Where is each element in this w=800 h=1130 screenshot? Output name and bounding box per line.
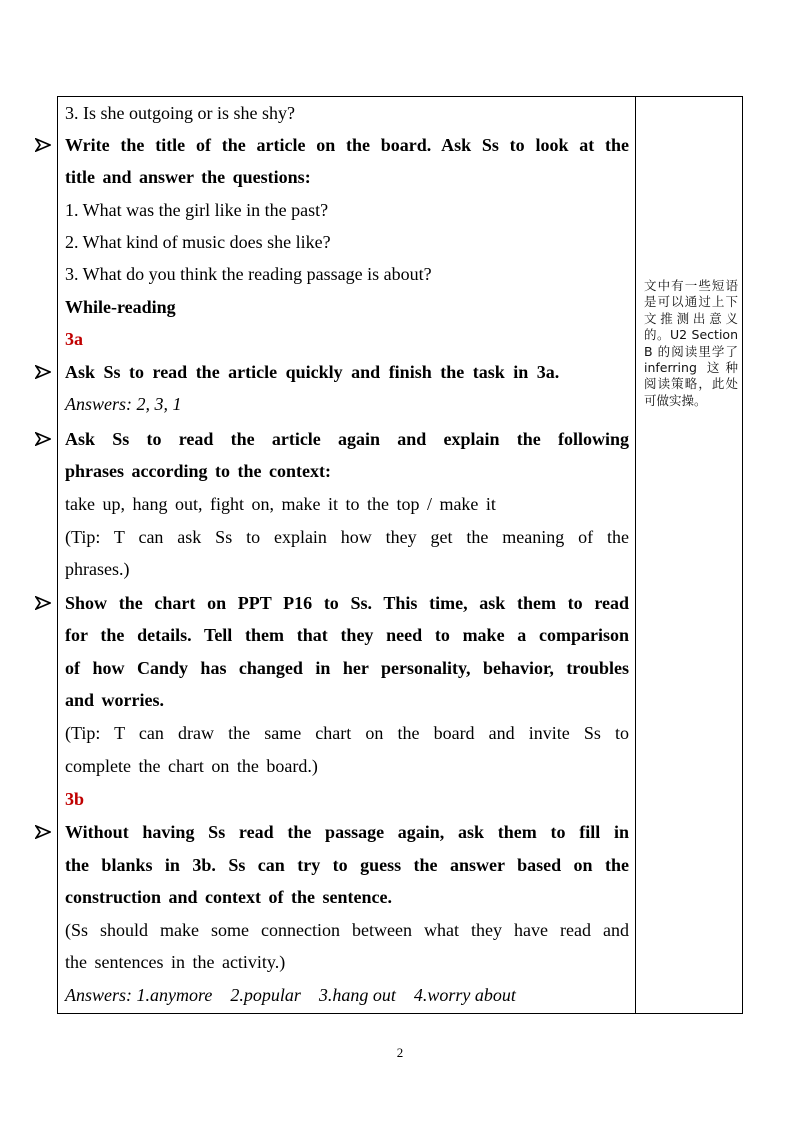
instruction-line: title and answer the questions:	[65, 167, 311, 187]
question-line: 3. Is she outgoing or is she shy?	[65, 103, 295, 123]
instruction-line: and worries.	[65, 690, 164, 710]
instruction-line: Ask Ss to read the article again and explain the following	[65, 423, 629, 455]
answers-line: Answers: 2, 3, 1	[65, 394, 182, 414]
section-heading-3a: 3a	[65, 329, 83, 349]
note-line: the sentences in the activity.)	[65, 952, 286, 972]
instruction-line: Show the chart on PPT P16 to Ss. This time, ask them to read	[65, 587, 629, 619]
note-line: (Ss should make some connection between what they have read and	[65, 920, 629, 940]
instruction-line: Write the title of the article on the board. Ask Ss to look at the	[65, 129, 629, 161]
instruction-line: for the details. Tell them that they need to make a comparison	[65, 625, 629, 645]
tip-line: (Tip: T can ask Ss to explain how they get the meaning of the	[65, 527, 629, 547]
page-number: 2	[396, 1045, 404, 1060]
phrases-line: take up, hang out, fight on, make it to the top / make it	[65, 494, 496, 514]
stage-heading: While-reading	[65, 297, 176, 317]
lesson-plan-table	[57, 96, 743, 1014]
instruction-line: the blanks in 3b. Ss can try to guess the answer based on the	[65, 855, 629, 875]
instruction-line: Without having Ss read the passage again, ask them to fill in	[65, 816, 629, 848]
tip-line: complete the chart on the board.)	[65, 756, 318, 776]
instruction-line: Ask Ss to read the article quickly and finish the task in 3a.	[65, 356, 629, 388]
column-divider	[635, 97, 636, 1013]
question-line: 2. What kind of music does she like?	[65, 232, 331, 252]
arrow-bullet-icon	[35, 365, 51, 379]
side-note: 文中有一些短语是可以通过上下文推测出意义的。U2 Section B 的阅读里学了 inferring 这种阅读策略，此处可做实操。	[644, 278, 738, 408]
arrow-bullet-icon	[35, 432, 51, 446]
instruction-line: phrases according to the context:	[65, 461, 331, 481]
answers-line: Answers: 1.anymore 2.popular 3.hang out 4.worry about	[65, 985, 516, 1005]
tip-line: (Tip: T can draw the same chart on the board and invite Ss to	[65, 723, 629, 743]
instruction-line: of how Candy has changed in her personality, behavior, troubles	[65, 658, 629, 678]
arrow-bullet-icon	[35, 596, 51, 610]
section-heading-3b: 3b	[65, 789, 85, 809]
question-line: 3. What do you think the reading passage is about?	[65, 264, 432, 284]
instruction-line: construction and context of the sentence.	[65, 887, 392, 907]
arrow-bullet-icon	[35, 825, 51, 839]
question-line: 1. What was the girl like in the past?	[65, 200, 329, 220]
arrow-bullet-icon	[35, 138, 51, 152]
tip-line: phrases.)	[65, 559, 130, 579]
